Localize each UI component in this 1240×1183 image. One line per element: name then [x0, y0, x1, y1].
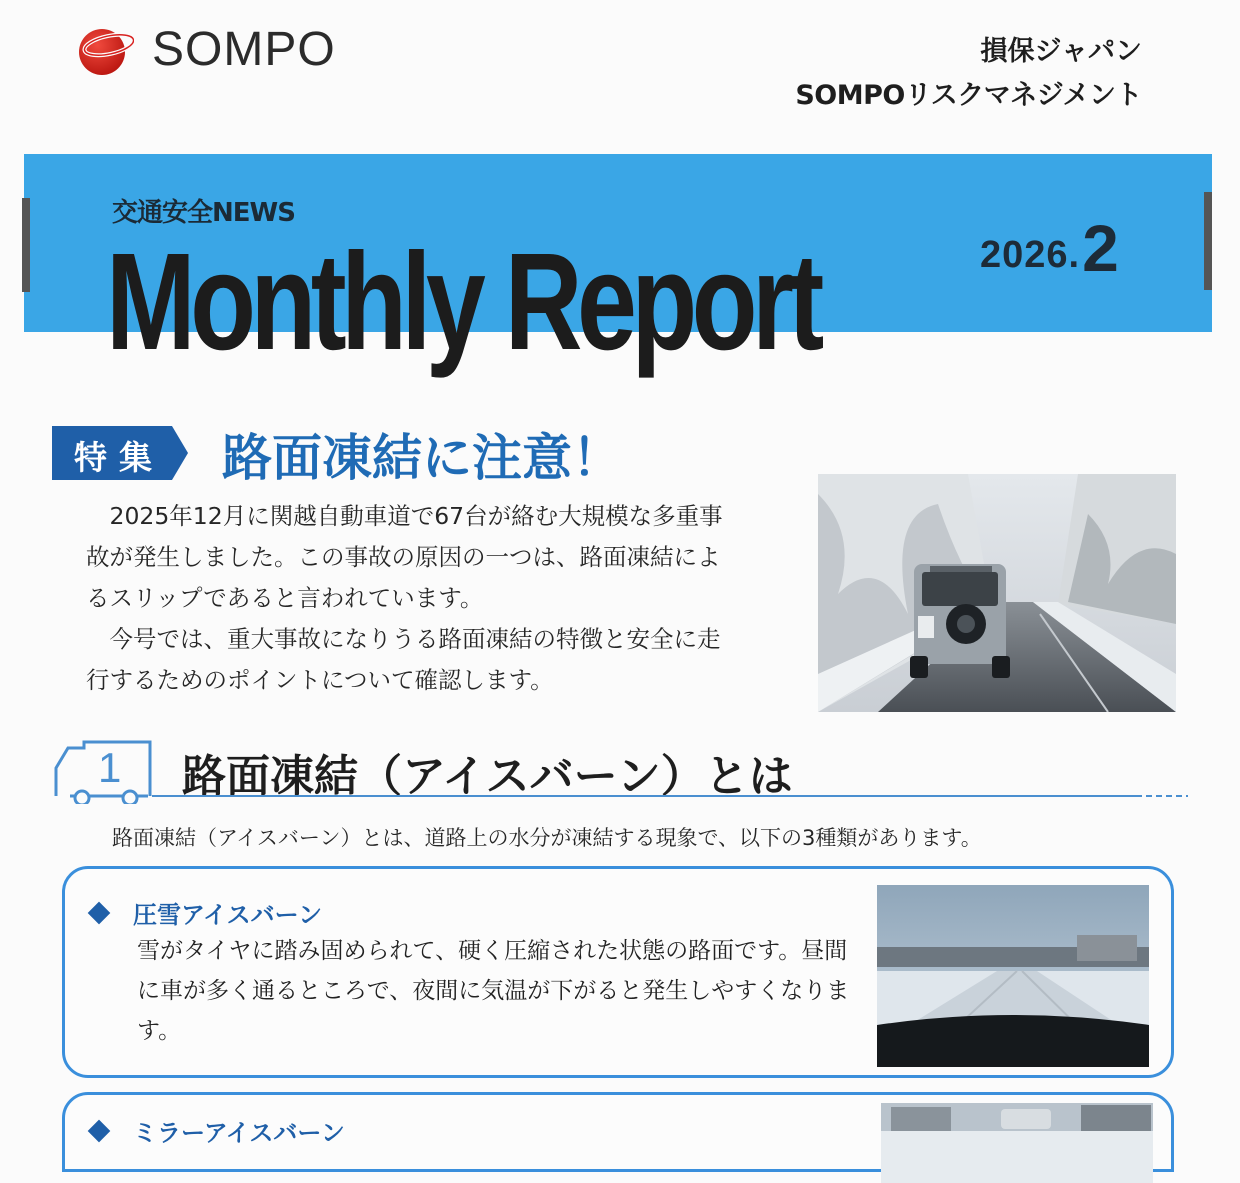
intro-paragraph: 今号では、重大事故になりうる路面凍結の特徴と安全に走行するためのポイントについて確認します。 — [86, 625, 721, 694]
logo-text: SOMPO — [152, 23, 336, 76]
issue-date — [980, 210, 1119, 286]
card-heading: 圧雪アイスバーン — [133, 901, 323, 929]
section-description: 路面凍結（アイスバーン）とは、道路上の水分が凍結する現象で、以下の3種類があります。 — [112, 826, 982, 850]
section-number: 1 — [98, 744, 122, 791]
issue-month: 2 — [1082, 211, 1119, 285]
sompo-logo-icon — [76, 24, 134, 76]
feature-tag — [52, 426, 188, 480]
mirror-ice-card — [62, 1092, 1174, 1172]
banner-edge-right — [1204, 192, 1212, 290]
compressed-snow-card — [62, 866, 1174, 1078]
company-name-risk-management: SOMPOリスクマネジメント — [795, 80, 1142, 111]
news-label: 交通安全NEWS — [112, 198, 295, 228]
page-title: Monthly Report — [106, 225, 819, 379]
diamond-bullet-icon — [88, 902, 111, 925]
feature-tag-label: 特集 — [74, 438, 164, 477]
card-body: 雪がタイヤに踏み固められて、硬く圧縮された状態の路面です。昼間に車が多く通るところで、夜間に気温が下がると発生しやすくなります。 — [137, 938, 850, 1044]
feature-title: 路面凍結に注意！ — [222, 429, 622, 487]
issue-year: 2026. — [980, 234, 1081, 276]
section-title: 路面凍結（アイスバーン）とは — [182, 751, 793, 802]
card-heading: ミラーアイスバーン — [133, 1119, 345, 1147]
snowy-road-car-photo — [818, 474, 1176, 712]
company-name-sompo-japan: 損保ジャパン — [980, 36, 1142, 67]
mirror-ice-road-photo — [881, 1103, 1153, 1183]
banner-edge-left — [22, 198, 30, 292]
sompo-logo — [76, 22, 366, 78]
intro-text — [86, 496, 736, 701]
section-divider — [152, 795, 1188, 797]
diamond-bullet-icon — [88, 1120, 111, 1143]
intro-paragraph: 2025年12月に関越自動車道で67台が絡む大規模な多重事故が発生しました。この事故の原因の一つは、路面凍結によるスリップであると言われています。 — [86, 502, 723, 612]
compressed-snow-road-photo — [877, 885, 1149, 1067]
